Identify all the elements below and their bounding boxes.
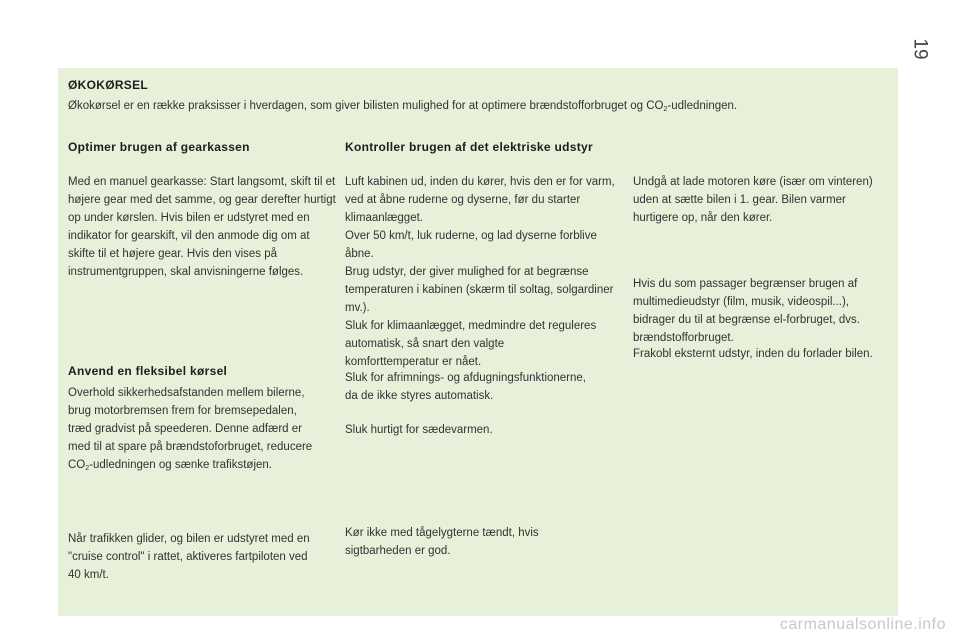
external-equipment-paragraph: Frakobl eksternt udstyr, inden du forlader bilen. — [633, 348, 873, 360]
defrost-paragraph: Sluk for afrimnings- og afdugningsfunktionerne, da de ikke styres automatisk. — [345, 372, 587, 402]
flexible-driving-paragraph: Overhold sikkerhedsafstanden mellem bilerne, brug motorbremsen frem for bremsepedalen, træd gradvist på speederen. Denne adfærd er med til at spare på brændstoforbruget, reducere $CO_2$-udledningen og sænke trafikstøjen. — [68, 387, 313, 472]
gearbox-paragraph: Med en manuel gearkasse: Start langsomt, skift til et højere gear med det samme, og gear derefter hurtigt op under kørslen. Hvis bilen er udstyret med en indikator for gearskift, vil den anmode dig om at skifte til et højere gear. Hvis den vises på instrumentgruppen, skal anvisningerne følges. — [68, 176, 336, 278]
section-title: ØKOKØRSEL — [68, 78, 149, 92]
watermark: carmanualsonline.info — [779, 616, 946, 633]
multimedia-paragraph: Hvis du som passager begrænser brugen af multimedieudstyr (film, musik, videospil...), bidrager du til at begrænse el-forbruget, dvs. brændstofforbruget. — [633, 278, 860, 344]
heading-flexible-driving: Anvend en fleksibel kørsel — [68, 364, 228, 378]
seat-heating-paragraph: Sluk hurtigt for sædevarmen. — [345, 424, 493, 436]
ventilate-paragraph: Luft kabinen ud, inden du kører, hvis den er for varm, ved at åbne ruderne og dyserne, før du starter klimaanlægget. — [345, 176, 615, 224]
cruise-control-paragraph: Når trafikken glider, og bilen er udstyret med en "cruise control" i rattet, aktiveres fartpiloten ved 40 km/t. — [68, 533, 310, 581]
heading-gearbox: Optimer brugen af gearkassen — [68, 140, 250, 154]
windows-paragraph: Over 50 km/t, luk ruderne, og lad dyserne forblive åbne. — [345, 230, 597, 260]
air-conditioning-paragraph: Sluk for klimaanlægget, medmindre det reguleres automatisk, så snart den valgte komforttemperatur er nået. — [345, 320, 597, 368]
heading-electrical-equipment: Kontroller brugen af det elektriske udstyr — [345, 140, 593, 154]
intro-paragraph: Økokørsel er en række praksisser i hverdagen, som giver bilisten mulighed for at optimere brændstofforbruget og $CO_2$-udledningen. — [68, 100, 738, 113]
page-number: 19 — [909, 38, 931, 60]
engine-idle-paragraph: Undgå at lade motoren køre (især om vinteren) uden at sætte bilen i 1. gear. Bilen varmer hurtigere op, når den kører. — [633, 176, 873, 224]
sunshade-paragraph: Brug udstyr, der giver mulighed for at begrænse temperaturen i kabinen (skærm til soltag, solgardiner mv.). — [345, 266, 614, 314]
fog-lights-paragraph: Kør ikke med tågelygterne tændt, hvis sigtbarheden er god. — [345, 527, 539, 557]
